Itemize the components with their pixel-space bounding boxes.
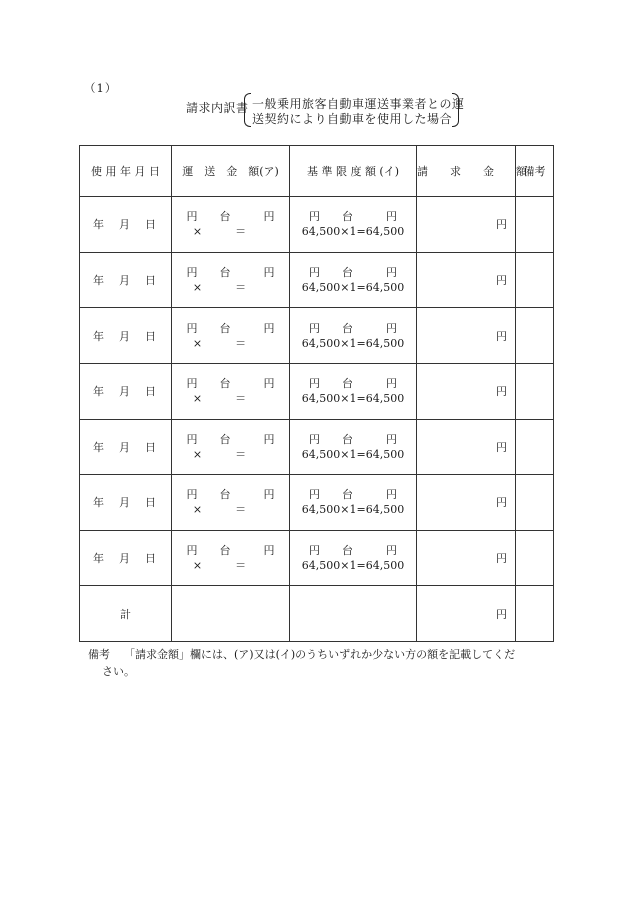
fare-formula-line: × ＝	[192, 225, 269, 239]
standard-limit-cell	[290, 530, 417, 586]
note-cell[interactable]	[516, 197, 554, 253]
fare-formula-line: × ＝	[192, 392, 269, 406]
fare-formula-line: × ＝	[192, 336, 269, 350]
limit-unit-line: 円 台 円	[309, 377, 397, 391]
note-cell[interactable]	[516, 252, 554, 308]
limit-unit-line: 円 台 円	[309, 544, 397, 558]
claim-amount-cell[interactable]: 円	[417, 530, 516, 586]
limit-formula-line: 64,500×1=64,500	[301, 336, 405, 350]
table-total-row	[80, 586, 554, 642]
limit-unit-line: 円 台 円	[309, 210, 397, 224]
title-subtitle-line-1: 一般乗用旅客自動車運送事業者との運	[252, 97, 465, 111]
table-row	[80, 308, 554, 364]
usage-date-cell[interactable]: 年 月 日	[80, 197, 172, 253]
claim-amount-cell[interactable]: 円	[417, 308, 516, 364]
header-standard-limit: 基 準 限 度 額 (イ)	[290, 146, 417, 197]
header-claim-amount: 請 求 金 額	[417, 146, 516, 197]
total-label: 計	[80, 586, 172, 642]
claim-amount-cell[interactable]: 円	[417, 363, 516, 419]
total-claim-cell[interactable]: 円	[417, 586, 516, 642]
fare-formula-line: × ＝	[192, 559, 269, 573]
table-row	[80, 530, 554, 586]
page-title: 請求内訳書	[186, 101, 249, 115]
header-usage-date: 使 用 年 月 日	[80, 146, 172, 197]
fare-unit-line: 円 台 円	[186, 377, 275, 391]
fare-formula-line: × ＝	[192, 503, 269, 517]
fare-unit-line: 円 台 円	[186, 488, 275, 502]
note-cell[interactable]	[516, 308, 554, 364]
limit-unit-line: 円 台 円	[309, 432, 397, 446]
fare-unit-line: 円 台 円	[186, 265, 275, 279]
usage-date-cell[interactable]: 年 月 日	[80, 363, 172, 419]
note-cell[interactable]	[516, 419, 554, 475]
limit-formula-line: 64,500×1=64,500	[301, 225, 405, 239]
usage-date-cell[interactable]: 年 月 日	[80, 252, 172, 308]
table-header-row	[80, 146, 554, 197]
standard-limit-cell	[290, 252, 417, 308]
standard-limit-cell	[290, 475, 417, 531]
limit-formula-line: 64,500×1=64,500	[301, 503, 405, 517]
claim-breakdown-table	[79, 145, 554, 642]
limit-formula-line: 64,500×1=64,500	[301, 559, 405, 573]
header-note: 備考	[516, 146, 554, 197]
usage-date-cell[interactable]: 年 月 日	[80, 530, 172, 586]
note-cell[interactable]	[516, 363, 554, 419]
fare-amount-cell[interactable]	[172, 197, 290, 253]
title-subtitle-line-2: 送契約により自動車を使用した場合	[252, 112, 453, 126]
bracket-open	[244, 93, 251, 127]
note-cell[interactable]	[516, 475, 554, 531]
fare-formula-line: × ＝	[192, 280, 269, 294]
standard-limit-cell	[290, 308, 417, 364]
fare-unit-line: 円 台 円	[186, 544, 275, 558]
header-fare-amount: 運 送 金 額(ア)	[172, 146, 290, 197]
limit-formula-line: 64,500×1=64,500	[301, 392, 405, 406]
fare-formula-line: × ＝	[192, 447, 269, 461]
remark	[88, 646, 558, 680]
table-row	[80, 419, 554, 475]
fare-unit-line: 円 台 円	[186, 210, 275, 224]
total-fare-cell[interactable]	[172, 586, 290, 642]
bracket-close	[452, 93, 459, 127]
fare-amount-cell[interactable]	[172, 419, 290, 475]
fare-amount-cell[interactable]	[172, 363, 290, 419]
claim-amount-cell[interactable]: 円	[417, 419, 516, 475]
table-row	[80, 475, 554, 531]
fare-amount-cell[interactable]	[172, 252, 290, 308]
usage-date-cell[interactable]: 年 月 日	[80, 419, 172, 475]
usage-date-cell[interactable]: 年 月 日	[80, 475, 172, 531]
fare-amount-cell[interactable]	[172, 308, 290, 364]
limit-unit-line: 円 台 円	[309, 488, 397, 502]
standard-limit-cell	[290, 197, 417, 253]
limit-unit-line: 円 台 円	[309, 321, 397, 335]
limit-formula-line: 64,500×1=64,500	[301, 280, 405, 294]
table-row	[80, 252, 554, 308]
fare-amount-cell[interactable]	[172, 475, 290, 531]
usage-date-cell[interactable]: 年 月 日	[80, 308, 172, 364]
remark-label: 備考	[88, 648, 110, 661]
fare-unit-line: 円 台 円	[186, 432, 275, 446]
total-limit-cell[interactable]	[290, 586, 417, 642]
note-cell[interactable]	[516, 530, 554, 586]
limit-formula-line: 64,500×1=64,500	[301, 447, 405, 461]
claim-amount-cell[interactable]: 円	[417, 252, 516, 308]
standard-limit-cell	[290, 419, 417, 475]
limit-unit-line: 円 台 円	[309, 265, 397, 279]
fare-unit-line: 円 台 円	[186, 321, 275, 335]
table-row	[80, 197, 554, 253]
form-number: （1）	[84, 81, 118, 95]
table-row	[80, 363, 554, 419]
fare-amount-cell[interactable]	[172, 530, 290, 586]
claim-amount-cell[interactable]: 円	[417, 197, 516, 253]
standard-limit-cell	[290, 363, 417, 419]
remark-text-line-2: さい。	[102, 665, 135, 678]
total-note-cell[interactable]	[516, 586, 554, 642]
claim-amount-cell[interactable]: 円	[417, 475, 516, 531]
remark-text-line-1: 「請求金額」欄には、(ア)又は(イ)のうちいずれか少ない方の額を記載してくだ	[124, 648, 516, 661]
